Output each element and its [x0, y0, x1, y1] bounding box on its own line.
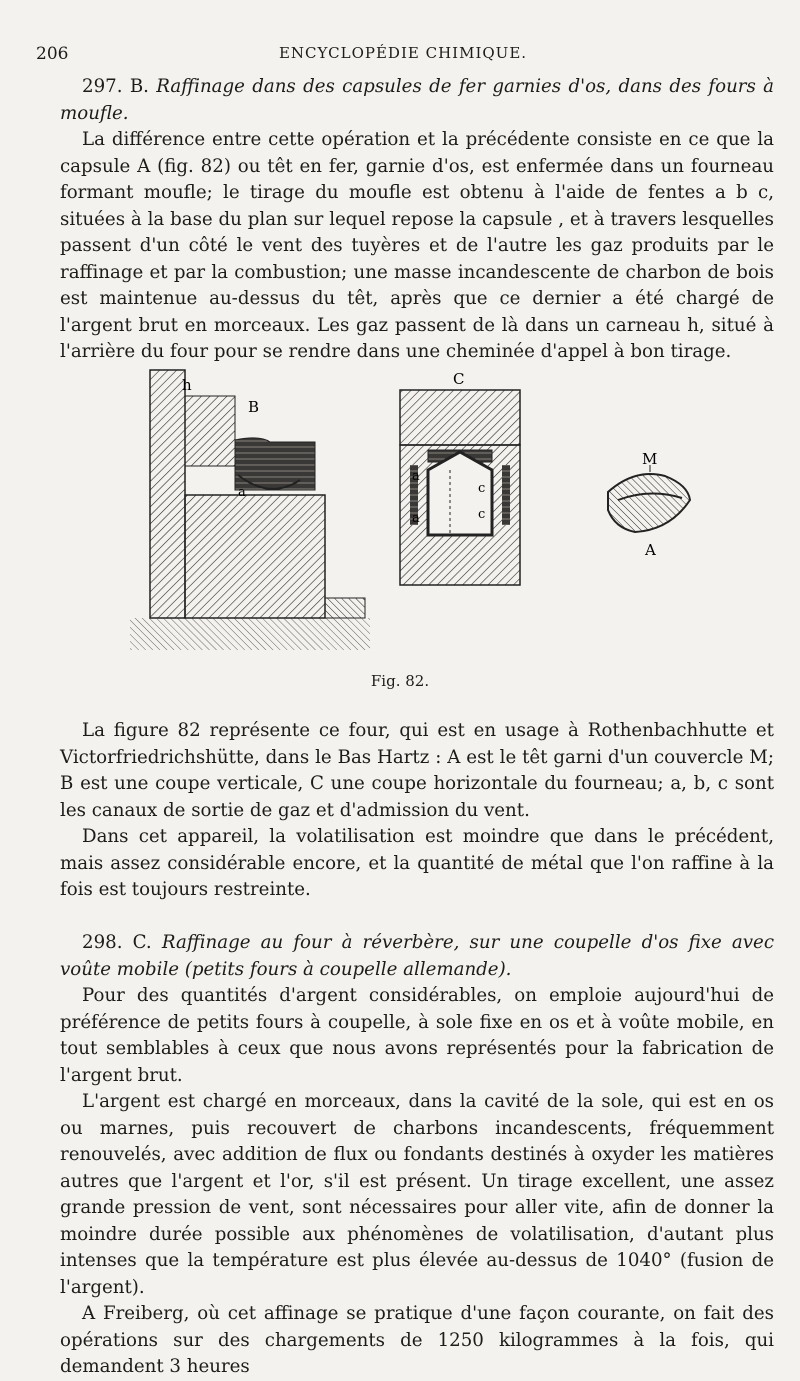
figure-caption: Fig. 82. — [370, 672, 430, 690]
furnace-diagram — [110, 360, 730, 660]
section-297-heading — [60, 74, 774, 127]
section-298-paragraph-1: Pour des quantités d'argent considérables, on emploie aujourd'hui de préférence de petits fours à coupelle, à sole fixe en os et à voûte mobile, en tout semblables à ceux que nous avons représentés pour la fabrication de l'argent brut. — [60, 985, 774, 1086]
figure-82 — [110, 360, 730, 660]
label-a-left: a — [238, 485, 246, 500]
section-298 — [60, 930, 774, 1381]
section-298-heading — [60, 930, 774, 983]
page-header — [36, 44, 770, 68]
running-title: ENCYCLOPÉDIE CHIMIQUE. — [278, 44, 528, 62]
capsule-a — [608, 465, 690, 532]
section-297 — [60, 74, 774, 366]
section-298-paragraph-2: L'argent est chargé en morceaux, dans la cavité de la sole, qui est en os ou marnes, puis recouvert de charbons incandescents, fréquemment renouvelés, avec addition de flux ou fondants destinés à oxyder les matières autres que l'argent et l'or, s'il est présent. Un tirage excellent, une assez grande pression de vent, sont nécessaires pour aller vite, afin de donner la moindre durée possible aux phénomènes de volatilisation, d'autant plus intenses que la température est plus élevée au-dessus de 1040° (fusion de l'argent). — [60, 1091, 774, 1298]
section-297-paragraph: La différence entre cette opération et la précédente consiste en ce que la capsule A (fig. 82) ou têt en fer, garnie d'os, est enfermée dans un fourneau formant moufle; le tirage du moufle est obtenu à l'aide de fentes a b c, situées à la base du plan sur lequel repose la capsule , et à travers lesquelles passent d'un côté le vent des tuyères et de l'autre les gaz produits par le raffinage et par la combustion; une masse incandescente de charbon de bois est maintenue au-dessus du têt, après que ce dernier a été chargé de l'argent brut en morceaux. Les gaz passent de là dans un carneau h, situé à l'arrière du four pour se rendre dans une cheminée d'appel à bon tirage. — [60, 129, 774, 362]
label-a-capsule: A — [645, 541, 656, 559]
section-298-title: Raffinage au four à réverbère, sur une coupelle d'os fixe avec voûte mobile (petits fours à coupelle allemande). — [60, 932, 775, 980]
figure-explanation — [60, 718, 774, 904]
horizontal-section-c — [400, 390, 520, 585]
label-a-lower: a — [412, 511, 420, 526]
section-297-title: Raffinage dans des capsules de fer garnies d'os, dans des fours à moufle. — [60, 76, 774, 124]
label-m: M — [642, 450, 658, 468]
page-number: 206 — [36, 44, 69, 64]
label-a-upper: a — [412, 469, 420, 484]
label-h: h — [182, 376, 192, 394]
label-c-lower: c — [478, 507, 486, 522]
section-297-number: 297. B. — [82, 76, 149, 97]
label-b: B — [248, 398, 260, 416]
section-298-number: 298. C. — [82, 932, 152, 953]
label-c-upper: c — [478, 481, 486, 496]
label-c-section: C — [453, 370, 465, 388]
section-298-paragraph-3: A Freiberg, où cet affinage se pratique d'une façon courante, on fait des opérations sur des chargements de 1250 kilogrammes à la fois, qui demandent 3 heures — [60, 1303, 774, 1377]
volatilisation-paragraph: Dans cet appareil, la volatilisation est moindre que dans le précédent, mais assez considérable encore, et la quantité de métal que l'on raffine à la fois est toujours restreinte. — [60, 826, 774, 900]
figure-description-paragraph: La figure 82 représente ce four, qui est en usage à Rothenbachhutte et Victorfriedrichshütte, dans le Bas Hartz : A est le têt garni d'un couvercle M; B est une coupe verticale, C une coupe horizontale du fourneau; a, b, c sont les canaux de sortie de gaz et d'admission du vent. — [60, 720, 774, 821]
